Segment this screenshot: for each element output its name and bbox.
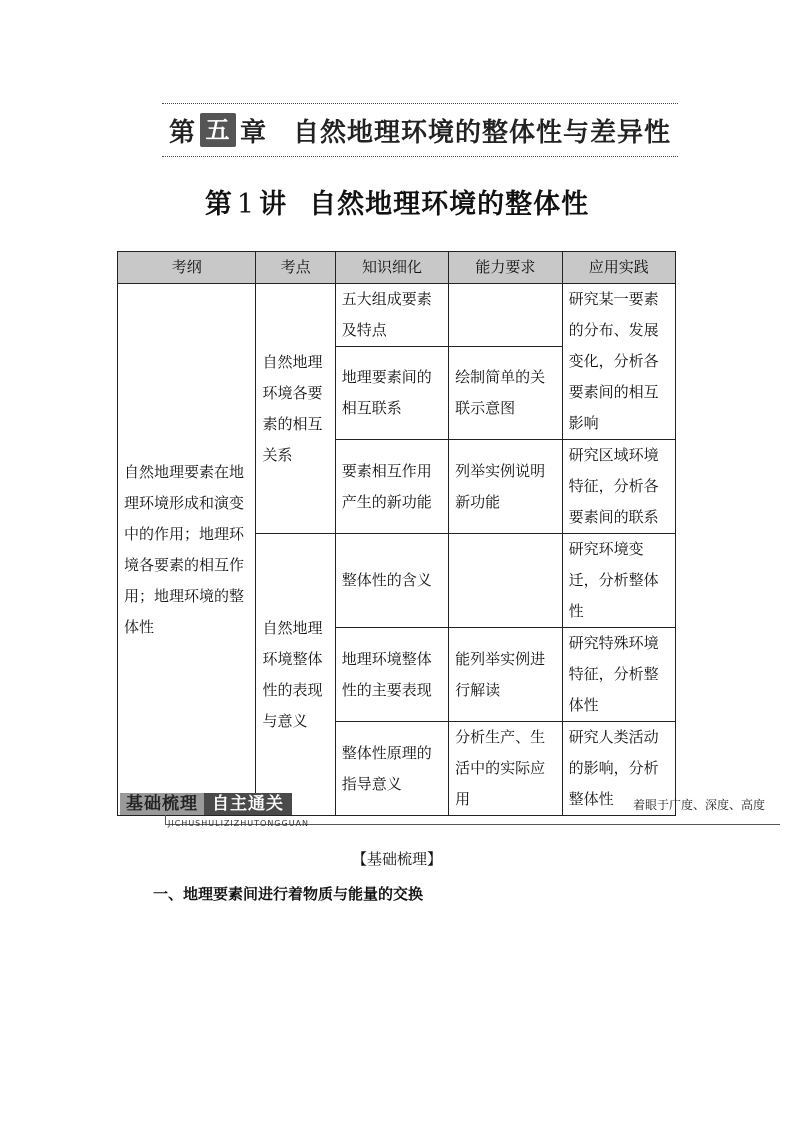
practice-cell: 研究区域环境特征，分析各要素间的联系 <box>562 440 675 534</box>
lesson-number: 1 <box>236 189 256 220</box>
knowledge-cell: 整体性原理的指导意义 <box>335 722 448 816</box>
header-knowledge: 知识细化 <box>335 252 448 284</box>
header-point: 考点 <box>256 252 335 284</box>
chapter-banner <box>162 103 678 157</box>
chapter-label <box>169 112 267 149</box>
knowledge-cell: 五大组成要素及特点 <box>335 284 448 347</box>
chapter-number: 五 <box>200 113 236 147</box>
practice-cell: 研究环境变迁，分析整体性 <box>562 534 675 628</box>
section-banner <box>120 793 780 833</box>
practice-cell: 研究人类活动的影响，分析整体性 <box>562 722 675 816</box>
ability-cell: 绘制简单的关联示意图 <box>449 347 562 440</box>
knowledge-cell: 地理环境整体性的主要表现 <box>335 628 448 722</box>
chapter-title: 自然地理环境的整体性与差异性 <box>293 117 672 148</box>
lesson-unit: 讲 <box>259 189 288 220</box>
section-tag <box>120 793 292 815</box>
header-practice: 应用实践 <box>562 252 675 284</box>
chapter-prefix: 第 <box>168 117 196 148</box>
ability-cell: 能列举实例进行解读 <box>449 628 562 722</box>
table-row <box>118 284 676 347</box>
chapter-suffix: 章 <box>239 117 267 148</box>
header-ability: 能力要求 <box>449 252 562 284</box>
section-pinyin: JICHUSHULIZIZHUTONGGUAN <box>168 819 310 828</box>
ability-cell: 列举实例说明新功能 <box>449 440 562 534</box>
knowledge-cell: 整体性的含义 <box>335 534 448 628</box>
section-hint: 着眼于广度、深度、高度 <box>632 798 765 812</box>
knowledge-cell: 地理要素间的相互联系 <box>335 347 448 440</box>
ability-cell <box>449 534 562 628</box>
section-hook-line <box>165 815 166 824</box>
syllabus-cell: 自然地理要素在地理环境形成和演变中的作用；地理环境各要素的相互作用；地理环境的整体性 <box>118 284 256 816</box>
practice-cell: 研究某一要素的分布、发展变化，分析各要素间的相互影响 <box>562 284 675 440</box>
practice-cell: 研究特殊环境特征，分析整体性 <box>562 628 675 722</box>
section-tag-right: 自主通关 <box>204 793 292 815</box>
table-header-row <box>118 252 676 284</box>
ability-cell <box>449 284 562 347</box>
section-tag-left: 基础梳理 <box>120 793 204 815</box>
header-syllabus: 考纲 <box>118 252 256 284</box>
lesson-title <box>0 182 794 221</box>
lesson-label: 第 <box>204 189 233 220</box>
ability-cell: 分析生产、生活中的实际应用 <box>449 722 562 816</box>
point-heading: 一、地理要素间进行着物质与能量的交换 <box>153 885 424 903</box>
knowledge-cell: 要素相互作用产生的新功能 <box>335 440 448 534</box>
syllabus-table <box>117 251 676 816</box>
point-cell: 自然地理环境各要素的相互关系 <box>256 284 335 534</box>
lesson-title-text: 自然地理环境的整体性 <box>309 189 590 220</box>
sub-heading: 【基础梳理】 <box>351 850 442 868</box>
point-cell: 自然地理环境整体性的表现与意义 <box>256 534 335 816</box>
